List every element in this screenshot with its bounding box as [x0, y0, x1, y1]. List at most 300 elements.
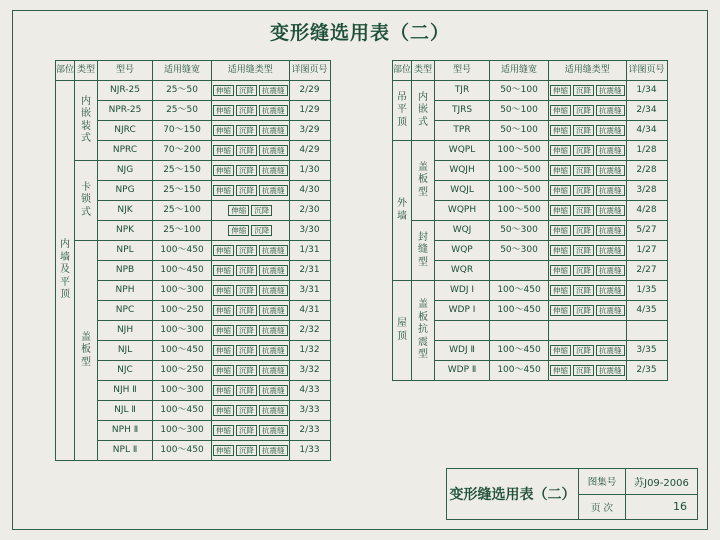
seam-type-tag: 抗震缝 [259, 285, 288, 296]
column-header: 部位 [393, 61, 412, 81]
table-row [393, 81, 668, 101]
seam-type-tag: 抗震缝 [596, 105, 625, 116]
column-header: 型号 [435, 61, 490, 81]
seam-type-tag: 沉降 [573, 345, 594, 356]
cell-detail-page: 4/34 [626, 121, 667, 141]
table-row [56, 161, 331, 181]
cell-seam-width: 100～300 [153, 381, 212, 401]
table-row [393, 361, 668, 381]
seam-type-tag: 伸缩 [550, 105, 571, 116]
cell-model: WDJ Ⅱ [435, 341, 490, 361]
seam-type-tag: 抗震缝 [259, 325, 288, 336]
seam-type-tag: 抗震缝 [596, 345, 625, 356]
seam-type-tag: 伸缩 [550, 185, 571, 196]
cell-type-label: 盖 板 型 [75, 241, 98, 461]
cell-model: NJC [98, 361, 153, 381]
cell-detail-page: 1/27 [626, 241, 667, 261]
cell-seam-width: 50～300 [490, 241, 549, 261]
cell-seam-types [212, 381, 290, 401]
seam-type-tag: 沉降 [573, 165, 594, 176]
cell-detail-page: 1/29 [289, 101, 330, 121]
cell-seam-types [212, 421, 290, 441]
cell-type-label: 盖 板 抗 震 型 [412, 281, 435, 381]
cell-model: NPK [98, 221, 153, 241]
cell-seam-width: 100～450 [490, 341, 549, 361]
seam-type-tag: 沉降 [236, 245, 257, 256]
seam-type-tag: 伸缩 [550, 125, 571, 136]
seam-type-tag: 沉降 [573, 245, 594, 256]
cell-seam-types [549, 281, 627, 301]
cell-seam-width: 100～300 [153, 321, 212, 341]
cell-seam-width: 100～450 [153, 341, 212, 361]
seam-type-tag: 沉降 [236, 325, 257, 336]
seam-type-tag: 沉降 [251, 205, 272, 216]
seam-type-tag: 伸缩 [550, 165, 571, 176]
seam-type-tag: 伸缩 [550, 345, 571, 356]
cell-seam-types [212, 301, 290, 321]
cell-detail-page: 3/29 [289, 121, 330, 141]
cell-seam-types [212, 81, 290, 101]
table-row [393, 141, 668, 161]
seam-type-tag: 沉降 [236, 145, 257, 156]
cell-model: NJL [98, 341, 153, 361]
seam-type-tag: 伸缩 [550, 245, 571, 256]
seam-type-tag: 伸缩 [213, 245, 234, 256]
cell-seam-width: 25～150 [153, 181, 212, 201]
seam-type-tag: 抗震缝 [259, 445, 288, 456]
table-row [393, 321, 668, 341]
seam-type-tag: 抗震缝 [596, 145, 625, 156]
cell-seam-types [549, 221, 627, 241]
title-block-meta [579, 469, 697, 519]
seam-type-tag: 沉降 [573, 265, 594, 276]
cell-model: NPG [98, 181, 153, 201]
selection-table-left [55, 60, 331, 461]
table-row [56, 441, 331, 461]
cell-seam-types [212, 101, 290, 121]
seam-type-tag: 沉降 [236, 345, 257, 356]
seam-type-tag: 抗震缝 [596, 125, 625, 136]
cell-seam-width: 70～150 [153, 121, 212, 141]
cell-model: NPB [98, 261, 153, 281]
page-title: 变形缝选用表（二） [269, 22, 450, 44]
cell-seam-width: 50～100 [490, 81, 549, 101]
table-row [56, 341, 331, 361]
cell-detail-page: 4/33 [289, 381, 330, 401]
cell-detail-page: 1/28 [626, 141, 667, 161]
cell-seam-width [490, 321, 549, 341]
title-block-page-row [579, 495, 697, 520]
cell-seam-types [549, 121, 627, 141]
cell-model: WQPH [435, 201, 490, 221]
seam-type-tag: 伸缩 [213, 345, 234, 356]
table-row [393, 261, 668, 281]
cell-detail-page: 2/31 [289, 261, 330, 281]
seam-type-tag: 伸缩 [213, 405, 234, 416]
cell-model: NPRC [98, 141, 153, 161]
cell-detail-page: 4/31 [289, 301, 330, 321]
table-row [393, 121, 668, 141]
cell-part-label: 内 墙 及 平 顶 [56, 81, 75, 461]
seam-type-tag: 沉降 [573, 285, 594, 296]
title-block-set-row [579, 469, 697, 495]
cell-seam-types [212, 441, 290, 461]
cell-seam-types [212, 141, 290, 161]
cell-model: WQR [435, 261, 490, 281]
table-row [56, 221, 331, 241]
cell-seam-width: 70～200 [153, 141, 212, 161]
column-header: 适用缝类型 [212, 61, 290, 81]
cell-seam-width: 100～450 [153, 401, 212, 421]
column-header: 类型 [412, 61, 435, 81]
seam-type-tag: 伸缩 [213, 365, 234, 376]
table-row [56, 281, 331, 301]
column-header: 适用缝类型 [549, 61, 627, 81]
right-table-container [392, 60, 668, 381]
seam-type-tag: 沉降 [236, 285, 257, 296]
seam-type-tag: 伸缩 [213, 385, 234, 396]
cell-detail-page: 1/32 [289, 341, 330, 361]
table-row [56, 101, 331, 121]
cell-detail-page: 2/30 [289, 201, 330, 221]
table-row [56, 201, 331, 221]
cell-detail-page: 2/27 [626, 261, 667, 281]
seam-type-tag: 伸缩 [550, 85, 571, 96]
seam-type-tag: 沉降 [573, 225, 594, 236]
cell-model: NPL [98, 241, 153, 261]
seam-type-tag: 沉降 [573, 185, 594, 196]
seam-type-tag: 抗震缝 [596, 265, 625, 276]
cell-seam-types [549, 361, 627, 381]
seam-type-tag: 沉降 [236, 105, 257, 116]
table-row [393, 161, 668, 181]
seam-type-tag: 沉降 [236, 385, 257, 396]
cell-seam-width: 25～100 [153, 221, 212, 241]
seam-type-tag: 伸缩 [213, 425, 234, 436]
table-row [56, 261, 331, 281]
cell-detail-page: 3/32 [289, 361, 330, 381]
seam-type-tag: 伸缩 [213, 145, 234, 156]
seam-type-tag: 伸缩 [213, 125, 234, 136]
cell-detail-page: 4/30 [289, 181, 330, 201]
left-table-container [55, 60, 331, 461]
cell-model: NPC [98, 301, 153, 321]
cell-part-label: 屋 顶 [393, 281, 412, 381]
cell-model: NPH [98, 281, 153, 301]
cell-model: TJR [435, 81, 490, 101]
table-row [393, 101, 668, 121]
cell-detail-page: 3/31 [289, 281, 330, 301]
seam-type-tag: 抗震缝 [596, 365, 625, 376]
cell-seam-width: 100～500 [490, 161, 549, 181]
seam-type-tag: 伸缩 [213, 325, 234, 336]
seam-type-tag: 抗震缝 [259, 405, 288, 416]
table-row [393, 301, 668, 321]
seam-type-tag: 伸缩 [550, 205, 571, 216]
seam-type-tag: 伸缩 [213, 85, 234, 96]
cell-seam-types [549, 241, 627, 261]
cell-seam-types [212, 261, 290, 281]
cell-model: WQJH [435, 161, 490, 181]
seam-type-tag: 抗震缝 [259, 425, 288, 436]
cell-seam-width: 100～300 [153, 421, 212, 441]
title-block-page-key: 页 次 [579, 495, 626, 520]
cell-detail-page: 4/35 [626, 301, 667, 321]
seam-type-tag: 抗震缝 [596, 205, 625, 216]
cell-seam-types [549, 201, 627, 221]
cell-seam-types [549, 321, 627, 341]
seam-type-tag: 抗震缝 [596, 165, 625, 176]
cell-detail-page: 2/33 [289, 421, 330, 441]
seam-type-tag: 沉降 [573, 105, 594, 116]
table-row [56, 241, 331, 261]
seam-type-tag: 伸缩 [550, 265, 571, 276]
cell-detail-page: 4/28 [626, 201, 667, 221]
seam-type-tag: 沉降 [236, 125, 257, 136]
cell-type-label: 内 嵌 装 式 [75, 81, 98, 161]
table-row [393, 281, 668, 301]
column-header: 适用缝宽 [490, 61, 549, 81]
seam-type-tag: 沉降 [236, 165, 257, 176]
cell-seam-width: 50～300 [490, 221, 549, 241]
cell-detail-page: 1/33 [289, 441, 330, 461]
cell-part-label: 外 墙 [393, 141, 412, 281]
cell-seam-types [549, 261, 627, 281]
title-block-name: 变形缝选用表（二） [447, 469, 579, 519]
table-row [393, 341, 668, 361]
cell-seam-types [212, 241, 290, 261]
seam-type-tag: 沉降 [236, 265, 257, 276]
cell-seam-width: 100～250 [153, 301, 212, 321]
cell-model: NJRC [98, 121, 153, 141]
seam-type-tag: 抗震缝 [259, 145, 288, 156]
column-header: 详图页号 [626, 61, 667, 81]
cell-model [435, 321, 490, 341]
seam-type-tag: 抗震缝 [259, 185, 288, 196]
seam-type-tag: 伸缩 [213, 165, 234, 176]
table-row [56, 301, 331, 321]
seam-type-tag: 沉降 [236, 405, 257, 416]
seam-type-tag: 伸缩 [228, 205, 249, 216]
column-header: 部位 [56, 61, 75, 81]
seam-type-tag: 抗震缝 [259, 85, 288, 96]
cell-detail-page: 3/28 [626, 181, 667, 201]
cell-seam-types [212, 281, 290, 301]
cell-model: NJR-25 [98, 81, 153, 101]
column-header: 类型 [75, 61, 98, 81]
seam-type-tag: 伸缩 [213, 445, 234, 456]
cell-model: NJG [98, 161, 153, 181]
cell-model: NPR-25 [98, 101, 153, 121]
table-row [56, 321, 331, 341]
seam-type-tag: 抗震缝 [596, 305, 625, 316]
cell-detail-page: 5/27 [626, 221, 667, 241]
cell-detail-page: 1/31 [289, 241, 330, 261]
cell-type-label: 内 嵌 式 [412, 81, 435, 141]
cell-detail-page: 1/34 [626, 81, 667, 101]
table-header-row [56, 61, 331, 81]
cell-detail-page: 1/35 [626, 281, 667, 301]
cell-part-label: 吊 平 顶 [393, 81, 412, 141]
cell-seam-types [212, 321, 290, 341]
title-block-set-value: 苏J09-2006 [634, 477, 689, 489]
cell-seam-width: 100～450 [490, 281, 549, 301]
seam-type-tag: 伸缩 [213, 265, 234, 276]
table-row [393, 241, 668, 261]
cell-type-label: 卡 锁 式 [75, 161, 98, 241]
cell-model: NJH Ⅱ [98, 381, 153, 401]
cell-model: WDJ Ⅰ [435, 281, 490, 301]
cell-detail-page: 2/34 [626, 101, 667, 121]
table-row [393, 201, 668, 221]
cell-seam-types [212, 161, 290, 181]
cell-seam-width: 100～450 [153, 261, 212, 281]
table-row [56, 81, 331, 101]
seam-type-tag: 抗震缝 [596, 225, 625, 236]
cell-seam-width: 25～150 [153, 161, 212, 181]
cell-model: WQP [435, 241, 490, 261]
cell-detail-page: 1/30 [289, 161, 330, 181]
cell-seam-types [212, 121, 290, 141]
table-row [56, 381, 331, 401]
cell-seam-width: 100～450 [153, 441, 212, 461]
seam-type-tag: 伸缩 [550, 305, 571, 316]
cell-model: TJRS [435, 101, 490, 121]
title-block [446, 468, 698, 520]
seam-type-tag: 沉降 [573, 305, 594, 316]
seam-type-tag: 沉降 [251, 225, 272, 236]
cell-seam-width: 100～450 [490, 361, 549, 381]
seam-type-tag: 伸缩 [550, 365, 571, 376]
seam-type-tag: 沉降 [573, 145, 594, 156]
cell-detail-page: 3/33 [289, 401, 330, 421]
seam-type-tag: 抗震缝 [259, 265, 288, 276]
seam-type-tag: 沉降 [236, 445, 257, 456]
cell-seam-types [212, 401, 290, 421]
cell-seam-width: 50～100 [490, 121, 549, 141]
cell-detail-page: 2/32 [289, 321, 330, 341]
seam-type-tag: 伸缩 [550, 225, 571, 236]
seam-type-tag: 伸缩 [213, 185, 234, 196]
seam-type-tag: 沉降 [573, 205, 594, 216]
table-row [56, 401, 331, 421]
table-row [56, 181, 331, 201]
cell-seam-width: 100～500 [490, 181, 549, 201]
seam-type-tag: 伸缩 [550, 285, 571, 296]
cell-model: NPH Ⅱ [98, 421, 153, 441]
cell-seam-width: 25～50 [153, 101, 212, 121]
cell-seam-width: 25～50 [153, 81, 212, 101]
seam-type-tag: 抗震缝 [259, 245, 288, 256]
seam-type-tag: 沉降 [236, 185, 257, 196]
cell-seam-width: 100～450 [153, 241, 212, 261]
cell-seam-types [549, 81, 627, 101]
column-header: 型号 [98, 61, 153, 81]
cell-seam-types [549, 141, 627, 161]
seam-type-tag: 沉降 [236, 425, 257, 436]
seam-type-tag: 抗震缝 [259, 105, 288, 116]
seam-type-tag: 沉降 [236, 305, 257, 316]
column-header: 详图页号 [289, 61, 330, 81]
title-block-page-value: 16 [673, 500, 687, 514]
cell-model: WQJ [435, 221, 490, 241]
cell-seam-width: 100～300 [153, 281, 212, 301]
seam-type-tag: 抗震缝 [596, 245, 625, 256]
seam-type-tag: 伸缩 [213, 305, 234, 316]
cell-detail-page: 2/35 [626, 361, 667, 381]
seam-type-tag: 沉降 [573, 365, 594, 376]
table-row [393, 181, 668, 201]
seam-type-tag: 伸缩 [213, 105, 234, 116]
cell-seam-types [549, 181, 627, 201]
cell-seam-types [212, 201, 290, 221]
seam-type-tag: 抗震缝 [259, 125, 288, 136]
cell-seam-types [212, 361, 290, 381]
cell-model: NJL Ⅱ [98, 401, 153, 421]
seam-type-tag: 沉降 [573, 125, 594, 136]
cell-detail-page: 3/35 [626, 341, 667, 361]
seam-type-tag: 伸缩 [228, 225, 249, 236]
cell-model: NPL Ⅱ [98, 441, 153, 461]
table-row [56, 121, 331, 141]
cell-seam-width: 25～100 [153, 201, 212, 221]
cell-detail-page: 3/30 [289, 221, 330, 241]
cell-detail-page [626, 321, 667, 341]
seam-type-tag: 伸缩 [550, 145, 571, 156]
cell-model: NJH [98, 321, 153, 341]
table-row [56, 421, 331, 441]
table-row [56, 361, 331, 381]
cell-type-label: 封 缝 型 [412, 221, 435, 281]
cell-model: WQJL [435, 181, 490, 201]
seam-type-tag: 沉降 [573, 85, 594, 96]
seam-type-tag: 抗震缝 [259, 345, 288, 356]
cell-seam-types [549, 341, 627, 361]
cell-seam-types [549, 161, 627, 181]
table-header-row [393, 61, 668, 81]
seam-type-tag: 抗震缝 [596, 85, 625, 96]
cell-seam-types [549, 301, 627, 321]
seam-type-tag: 抗震缝 [259, 365, 288, 376]
cell-seam-width: 100～500 [490, 141, 549, 161]
cell-seam-width: 100～250 [153, 361, 212, 381]
column-header: 适用缝宽 [153, 61, 212, 81]
cell-detail-page: 2/28 [626, 161, 667, 181]
cell-seam-width: 50～100 [490, 101, 549, 121]
cell-type-label: 盖 板 型 [412, 141, 435, 221]
cell-seam-types [549, 101, 627, 121]
cell-model: WDP Ⅰ [435, 301, 490, 321]
cell-model: NJK [98, 201, 153, 221]
cell-seam-width: 100～500 [490, 201, 549, 221]
seam-type-tag: 抗震缝 [596, 285, 625, 296]
seam-type-tag: 沉降 [236, 365, 257, 376]
cell-seam-types [212, 181, 290, 201]
selection-table-right [392, 60, 668, 381]
seam-type-tag: 抗震缝 [259, 305, 288, 316]
cell-detail-page: 4/29 [289, 141, 330, 161]
seam-type-tag: 抗震缝 [596, 185, 625, 196]
cell-seam-types [212, 341, 290, 361]
seam-type-tag: 抗震缝 [259, 165, 288, 176]
seam-type-tag: 伸缩 [213, 285, 234, 296]
table-row [393, 221, 668, 241]
cell-detail-page: 2/29 [289, 81, 330, 101]
cell-model: WDP Ⅱ [435, 361, 490, 381]
cell-seam-types [212, 221, 290, 241]
table-row [56, 141, 331, 161]
cell-seam-width [490, 261, 549, 281]
